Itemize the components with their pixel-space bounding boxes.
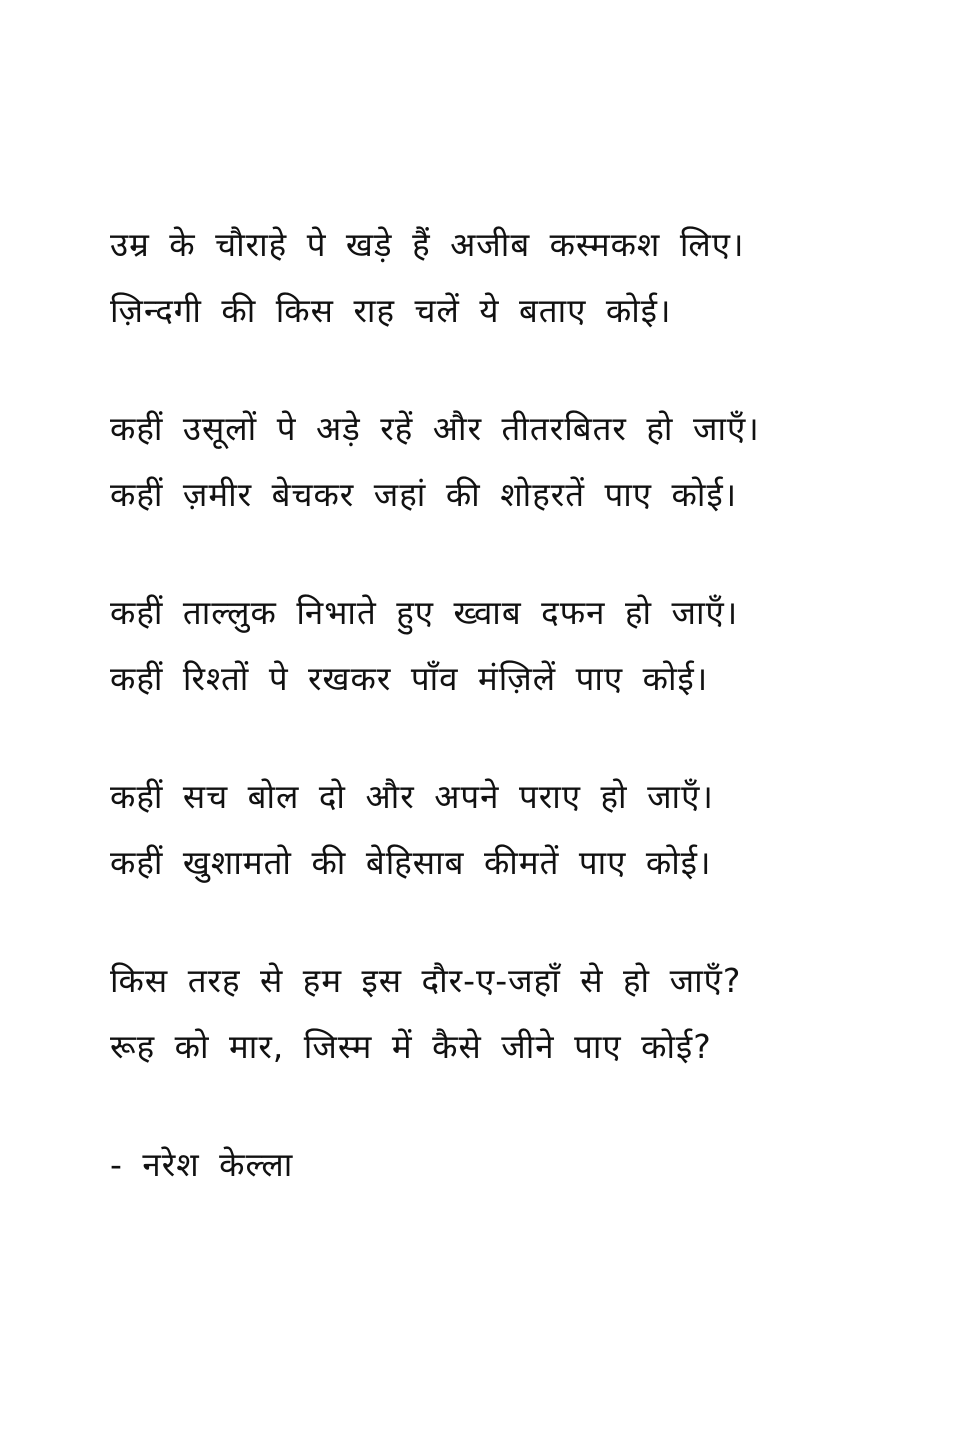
poem-line: कहीं सच बोल दो और अपने पराए हो जाएँ। bbox=[110, 777, 714, 816]
stanza-3 bbox=[110, 580, 950, 712]
poem-author: - नरेश केल्ला bbox=[110, 1145, 294, 1184]
poem bbox=[110, 212, 950, 1198]
stanza-4 bbox=[110, 764, 950, 896]
poem-line: कहीं ज़मीर बेचकर जहां की शोहरतें पाए कोई। bbox=[110, 475, 738, 514]
poem-line: रूह को मार, जिस्म में कैसे जीने पाए कोई? bbox=[110, 1027, 712, 1066]
poem-line: किस तरह से हम इस दौर-ए-जहाँ से हो जाएँ? bbox=[110, 961, 742, 1000]
poem-line: उम्र के चौराहे पे खड़े हैं अजीब कस्मकश लिए। bbox=[110, 225, 745, 264]
stanza-2 bbox=[110, 396, 950, 528]
poem-line: कहीं खुशामतो की बेहिसाब कीमतें पाए कोई। bbox=[110, 843, 712, 882]
poem-line: ज़िन्दगी की किस राह चलें ये बताए कोई। bbox=[110, 291, 672, 330]
poem-line: कहीं रिश्तों पे रखकर पाँव मंज़िलें पाए कोई। bbox=[110, 659, 709, 698]
poem-line: कहीं ताल्लुक निभाते हुए ख्वाब दफन हो जाएँ। bbox=[110, 593, 739, 632]
poem-line: कहीं उसूलों पे अड़े रहें और तीतरबितर हो जाएँ। bbox=[110, 409, 760, 448]
stanza-1 bbox=[110, 212, 950, 344]
stanza-5 bbox=[110, 948, 950, 1080]
